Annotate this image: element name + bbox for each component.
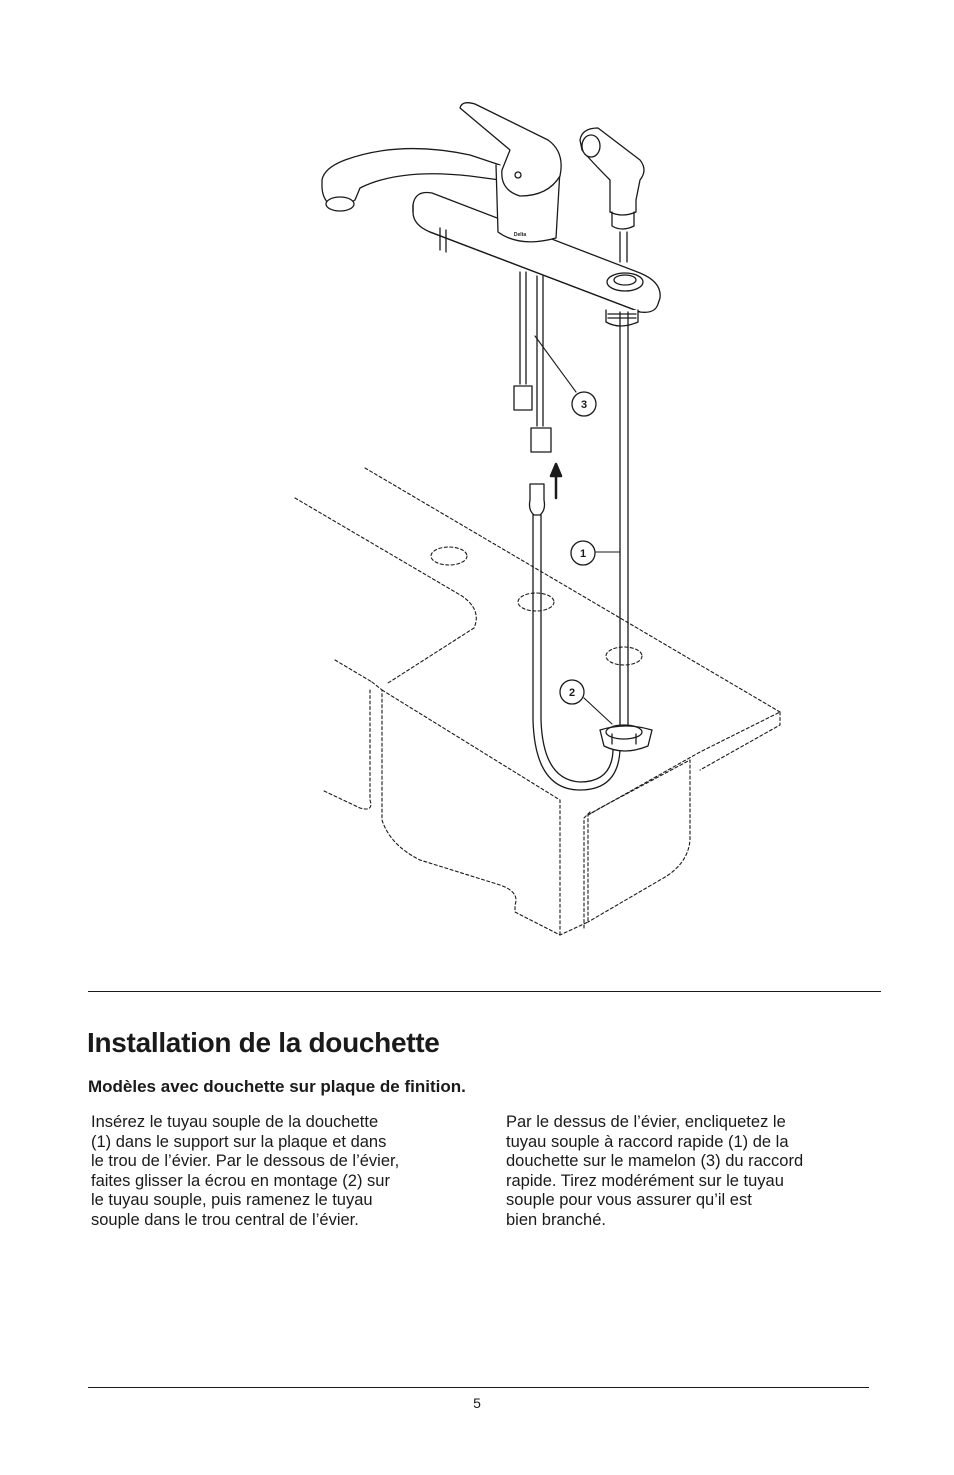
side-sprayer [580, 128, 644, 262]
text-line: (1) dans le support sur la plaque et dans [91, 1132, 387, 1151]
supply-lines [514, 272, 551, 452]
mounting-nut [600, 725, 652, 751]
sprayer-hose [620, 312, 628, 730]
brand-mark: Delta [513, 232, 527, 238]
callout-3-label: 3 [580, 399, 588, 411]
section-title: Installation de la douchette [87, 1027, 440, 1058]
text-line: bien branché. [506, 1210, 606, 1229]
footer-divider [88, 1387, 869, 1388]
text-line: tuyau souple à raccord rapide (1) de la [506, 1132, 789, 1151]
text-line: souple pour vous assurer qu’il est [506, 1191, 752, 1209]
text-line: le trou de l’évier. Par le dessous de l’évier, [91, 1152, 400, 1170]
text-line: souple dans le trou central de l’évier. [91, 1210, 359, 1229]
section-divider-top [88, 991, 881, 992]
callout-1 [571, 541, 595, 565]
callout-3 [572, 392, 596, 416]
text-line: douchette sur le mamelon (3) du raccord [506, 1152, 804, 1170]
instructions-right-column [506, 1113, 876, 1230]
text-line: le tuyau souple, puis ramenez le tuyau [91, 1191, 373, 1209]
callout-1-label: 1 [579, 548, 587, 560]
section-subtitle: Modèles avec douchette sur plaque de finition. [88, 1077, 466, 1096]
page-number: 5 [473, 1395, 481, 1411]
text-line: Insérez le tuyau souple de la douchette [91, 1113, 379, 1131]
instructions-left-column [91, 1113, 461, 1230]
up-arrow [551, 464, 561, 498]
callout-2 [560, 680, 584, 704]
text-line: rapide. Tirez modérément sur le tuyau [506, 1171, 784, 1190]
callout-2-label: 2 [568, 687, 576, 699]
sink-outline [295, 468, 780, 935]
text-line: faites glisser la écrou en montage (2) sur [91, 1171, 390, 1190]
text-line: Par le dessus de l’évier, encliquetez le [506, 1113, 786, 1131]
faucet-spout [322, 149, 500, 211]
